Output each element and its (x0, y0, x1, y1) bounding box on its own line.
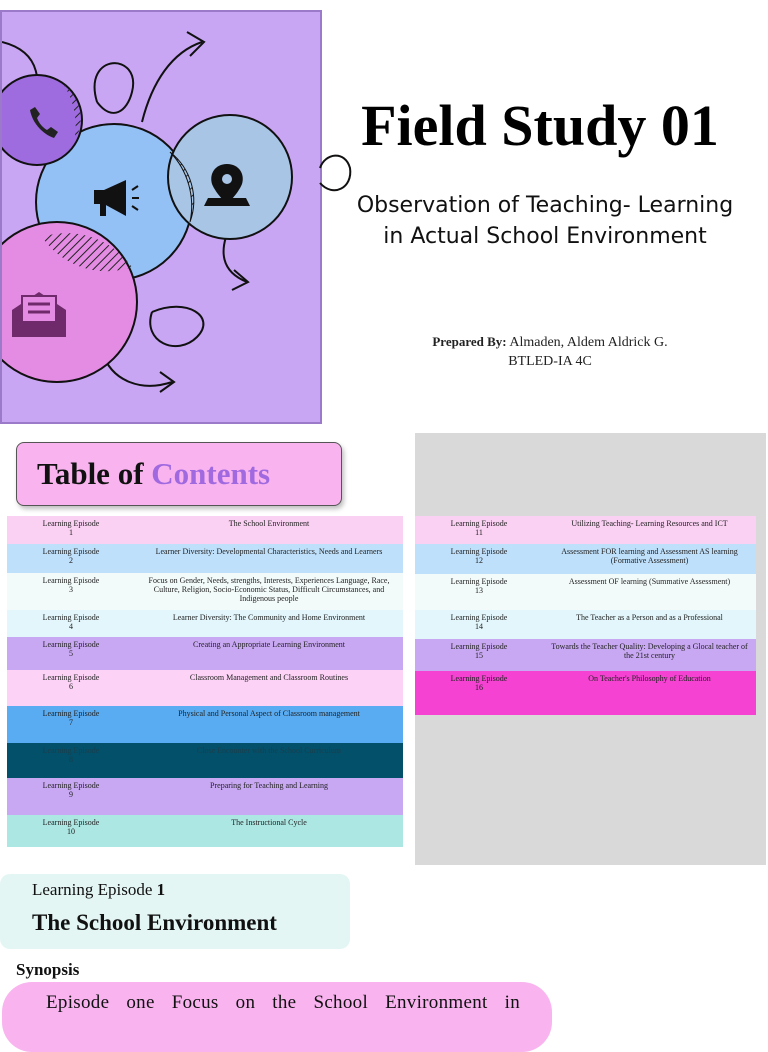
toc-episode-number: 12 (475, 556, 483, 565)
toc-episode-label (415, 674, 543, 692)
subtitle-line-2: in Actual School Environment (383, 224, 707, 249)
toc-row (7, 778, 403, 815)
toc-row (7, 544, 403, 573)
toc-heading-part1: Table of (37, 456, 152, 491)
toc-heading-accent: Contents (151, 456, 271, 491)
toc-episode-label (415, 642, 543, 660)
toc-row (415, 544, 756, 574)
toc-episode-label (7, 613, 135, 631)
toc-episode-label (7, 709, 135, 727)
toc-episode-text: Learning Episode (42, 673, 100, 682)
toc-episode-number: 6 (69, 682, 73, 691)
toc-episode-text: Learning Episode (42, 519, 100, 528)
toc-row (7, 637, 403, 670)
toc-episode-number: 7 (69, 718, 73, 727)
toc-topic: Close Encounter with the School Curriculum (196, 746, 342, 755)
toc-row (7, 516, 403, 544)
prepared-by (380, 332, 720, 371)
toc-episode-text: Learning Episode (450, 674, 508, 683)
toc-topic: The Teacher as a Person and as a Professional (576, 613, 723, 622)
toc-episode-number: 9 (69, 790, 73, 799)
toc-episode-text: Learning Episode (450, 613, 508, 622)
toc-episode-number: 5 (69, 649, 73, 658)
toc-table-left (7, 516, 403, 847)
toc-episode-label (415, 519, 543, 537)
toc-episode-number: 2 (69, 556, 73, 565)
toc-episode-number: 1 (69, 528, 73, 537)
toc-episode-number: 16 (475, 683, 483, 692)
synopsis-label: Synopsis (16, 960, 80, 979)
toc-row (7, 610, 403, 637)
toc-episode-label (415, 613, 543, 631)
toc-row (415, 574, 756, 610)
toc-topic: Preparing for Teaching and Learning (210, 781, 328, 790)
toc-episode-text: Learning Episode (42, 709, 100, 718)
toc-episode-label (7, 781, 135, 799)
episode-label-text: Learning Episode (32, 880, 157, 899)
author-name: Almaden, Aldem Aldrick G. (509, 335, 668, 350)
toc-row (415, 516, 756, 544)
toc-episode-number: 8 (69, 755, 73, 764)
toc-episode-text: Learning Episode (42, 818, 100, 827)
toc-topic: Utilizing Teaching- Learning Resources and ICT (571, 519, 728, 528)
episode-title: The School Environment (32, 910, 277, 935)
toc-topic: Creating an Appropriate Learning Environment (193, 640, 345, 649)
toc-topic: On Teacher's Philosophy of Education (588, 674, 711, 683)
toc-episode-label (7, 673, 135, 691)
toc-episode-text: Learning Episode (42, 640, 100, 649)
prepared-by-label: Prepared By: (432, 334, 507, 349)
toc-row (415, 639, 756, 671)
toc-episode-number: 13 (475, 586, 483, 595)
toc-row (415, 671, 756, 715)
toc-topic: Assessment OF learning (Summative Assessment) (568, 577, 731, 586)
toc-episode-text: Learning Episode (42, 576, 100, 585)
toc-episode-text: Learning Episode (42, 746, 100, 755)
toc-row (7, 573, 403, 610)
toc-topic: Focus on Gender, Needs, strengths, Interests, Experiences Language, Race, Culture, Religion, Socio-Economic Status, Difficult Circumstances, and Indigenous people (148, 576, 390, 603)
toc-row (7, 815, 403, 847)
toc-row (7, 706, 403, 743)
toc-topic: The Instructional Cycle (231, 818, 307, 827)
toc-episode-text: Learning Episode (450, 577, 508, 586)
toc-episode-label (7, 640, 135, 658)
toc-episode-text: Learning Episode (450, 519, 508, 528)
toc-episode-text: Learning Episode (450, 642, 508, 651)
toc-topic: Classroom Management and Classroom Routines (189, 673, 349, 682)
toc-episode-text: Learning Episode (42, 547, 100, 556)
toc-episode-text: Learning Episode (450, 547, 508, 556)
toc-row (7, 670, 403, 706)
toc-topic: Assessment FOR learning and Assessment AS learning (Formative Assessment) (561, 547, 738, 565)
toc-topic: Learner Diversity: The Community and Home Environment (172, 613, 366, 622)
episode-label (32, 880, 165, 900)
toc-episode-number: 15 (475, 651, 483, 660)
toc-topic: Towards the Teacher Quality: Developing a Glocal teacher of the 21st century (551, 642, 748, 660)
synopsis-text: Episode one Focus on the School Environment in (46, 992, 520, 1013)
toc-heading (16, 442, 342, 506)
episode-number: 1 (156, 880, 166, 899)
toc-table-right (415, 516, 756, 715)
toc-episode-label (415, 547, 543, 565)
toc-topic: The School Environment (228, 519, 310, 528)
toc-episode-number: 14 (475, 622, 483, 631)
subtitle (330, 190, 760, 252)
toc-topic: Physical and Personal Aspect of Classroom management (178, 709, 360, 718)
toc-topic: Learner Diversity: Developmental Characteristics, Needs and Learners (155, 547, 383, 556)
toc-episode-label (7, 818, 135, 836)
toc-episode-number: 11 (475, 528, 483, 537)
toc-episode-label (7, 576, 135, 594)
page-title: Field Study 01 (361, 93, 719, 158)
toc-episode-number: 4 (69, 622, 73, 631)
toc-episode-label (415, 577, 543, 595)
class-section: BTLED-IA 4C (508, 354, 592, 369)
toc-episode-text: Learning Episode (42, 781, 100, 790)
toc-row (415, 610, 756, 639)
toc-episode-text: Learning Episode (42, 613, 100, 622)
toc-episode-number: 3 (69, 585, 73, 594)
toc-episode-label (7, 746, 135, 764)
toc-episode-label (7, 547, 135, 565)
toc-episode-label (7, 519, 135, 537)
subtitle-line-1: Observation of Teaching- Learning (356, 193, 734, 218)
toc-row (7, 743, 403, 778)
cover-illustration (0, 10, 322, 424)
toc-episode-number: 10 (67, 827, 75, 836)
